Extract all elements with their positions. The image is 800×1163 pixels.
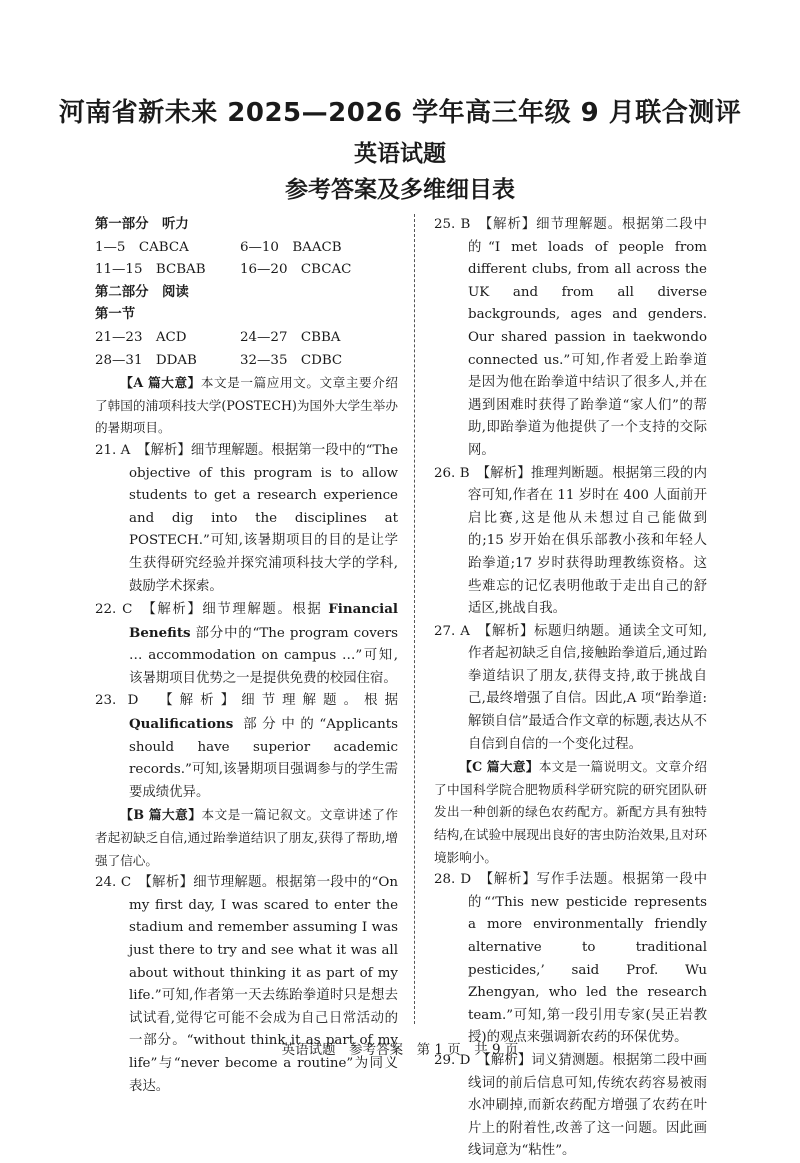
answer-group: 11—15 BCBAB	[95, 262, 206, 278]
answer-group: 32—35 CDBC	[240, 352, 343, 368]
answer-row	[95, 327, 398, 350]
answer-explanation: 27. A 【解析】标题归纳题。通读全文可知,作者起初缺乏自信,接触跆拳道后,通过跆拳道结识了朋友,获得支持,敢于挑战自己,最终增强了自信。因此,A 项“跆拳道:解锁自信”最适合作文章的标题,表达从不自信到自信的一个变化过程。	[434, 623, 707, 752]
explanation-text: 部分中的“The program covers … accommodation on campus …”可知,该暑期项目优势之一是提供免费的校园住宿。	[129, 625, 398, 686]
right-column	[434, 214, 707, 1163]
section-name: Financial Benefits	[129, 601, 398, 641]
answer-explanation: 25. B 【解析】细节理解题。根据第二段中的“I met loads of people from different clubs, from all across the UK and from all diverse backgrounds, ages and genders. Our shared passion in taekwondo connected us.”可知,作者爱上跆拳道是因为他在跆拳道中结识了很多人,并在遇到困难时获得了跆拳道“家人们”的帮助,即跆拳道为他提供了一个支持的交际网。	[434, 217, 707, 458]
answer-row	[95, 237, 398, 260]
answer-group: 28—31 DDAB	[95, 352, 197, 368]
answer-row	[95, 350, 398, 373]
answer-explanation	[95, 690, 398, 804]
answer-group: 24—27 CBBA	[240, 329, 341, 345]
left-column	[95, 214, 398, 1098]
section-heading: 第二部分 阅读	[95, 284, 189, 300]
answer-explanation: 21. A 【解析】细节理解题。根据第一段中的“The objective of this program is to allow students to get a research experience and dig into the disciplines at POSTECH.”可知,该暑期项目的目的是让学生获得研究经验并探究浦项科技大学的学科,鼓励学术探索。	[95, 442, 398, 594]
section-heading: 第一部分 听力	[95, 217, 189, 232]
summary-text: 本文是一篇说明文。文章介绍了中国科学院合肥物质科学研究院的研究团队研发出一种创新的绿色农药配方。新配方具有独特结构,在试验中展现出良好的害虫防治效果,且对环境影响小。	[434, 759, 708, 865]
column-divider	[414, 214, 415, 1024]
answer-explanation	[95, 598, 398, 690]
page-footer: 英语试题 参考答案 第 1 页 共 9 页	[281, 1042, 519, 1058]
summary-label: 【A 篇大意】	[120, 375, 201, 391]
answer-group: 1—5 CABCA	[95, 239, 189, 255]
passage-summary	[95, 804, 398, 872]
section-name: Qualifications	[129, 716, 234, 733]
answer-group: 21—23 ACD	[95, 329, 187, 345]
summary-label: 【C 篇大意】	[459, 759, 539, 775]
explanation-text: 部分中的“Applicants should have superior academic records.”可知,该暑期项目强调参与的学生需要成绩优异。	[129, 717, 398, 800]
passage-summary	[434, 756, 707, 869]
explanation-text: 23. D 【解析】细节理解题。根据	[95, 693, 398, 709]
summary-label: 【B 篇大意】	[120, 807, 202, 823]
page-title: 河南省新未来 2025—2026 学年高三年级 9 月联合测评	[58, 98, 742, 128]
summary-text: 本文是一篇应用文。文章主要介绍了韩国的浦项科技大学(POSTECH)为国外大学生举办的暑期项目。	[95, 375, 399, 436]
answer-explanation: 29. D 【解析】词义猜测题。根据第二段中画线词的前后信息可知,传统农药容易被雨水冲刷掉,而新农药配方增强了农药在叶片上的附着性,改善了这一问题。因此画线词意为“粘性”。	[434, 1052, 707, 1159]
answer-group: 6—10 BAACB	[240, 239, 342, 255]
subject-title: 英语试题	[354, 141, 446, 167]
subsection-heading: 第一节	[95, 307, 136, 323]
explanation-text: 22. C 【解析】细节理解题。根据	[95, 602, 329, 618]
answer-explanation: 26. B 【解析】推理判断题。根据第三段的内容可知,作者在 11 岁时在 400 人面前开启比赛,这是他从未想过自己能做到的;15 岁开始在俱乐部教小孩和年轻人跆拳道;17 岁时获得助理教练资格。这些难忘的记忆表明他敢于走出自己的舒适区,挑战自我。	[434, 465, 707, 617]
answer-key-title: 参考答案及多维细目表	[285, 177, 515, 203]
answer-row	[95, 259, 398, 282]
passage-summary	[95, 372, 398, 440]
answer-explanation: 24. C 【解析】细节理解题。根据第一段中的“On my first day, I was scared to enter the stadium and remember assuming I was just there to try and see what it was all about without thinking it as part of my life.”可知,作者第一天去练跆拳道时只是想去试试看,觉得它可能不会成为自己日常活动的一部分。“without think it as part of my life”与“never become a routine”为同义表达。	[95, 875, 398, 1094]
answer-explanation: 28. D 【解析】写作手法题。根据第一段中的“‘This new pesticide represents a more environmentally friendly alternative to traditional pesticides,’ said Prof. Wu Zhengyan, who led the research team.”可知,第一段引用专家(吴正岩教授)的观点来强调新农药的环保优势。	[434, 872, 707, 1046]
answer-group: 16—20 CBCAC	[240, 262, 352, 278]
summary-text: 本文是一篇记叙文。文章讲述了作者起初缺乏自信,通过跆拳道结识了朋友,获得了帮助,增强了信心。	[95, 807, 399, 868]
